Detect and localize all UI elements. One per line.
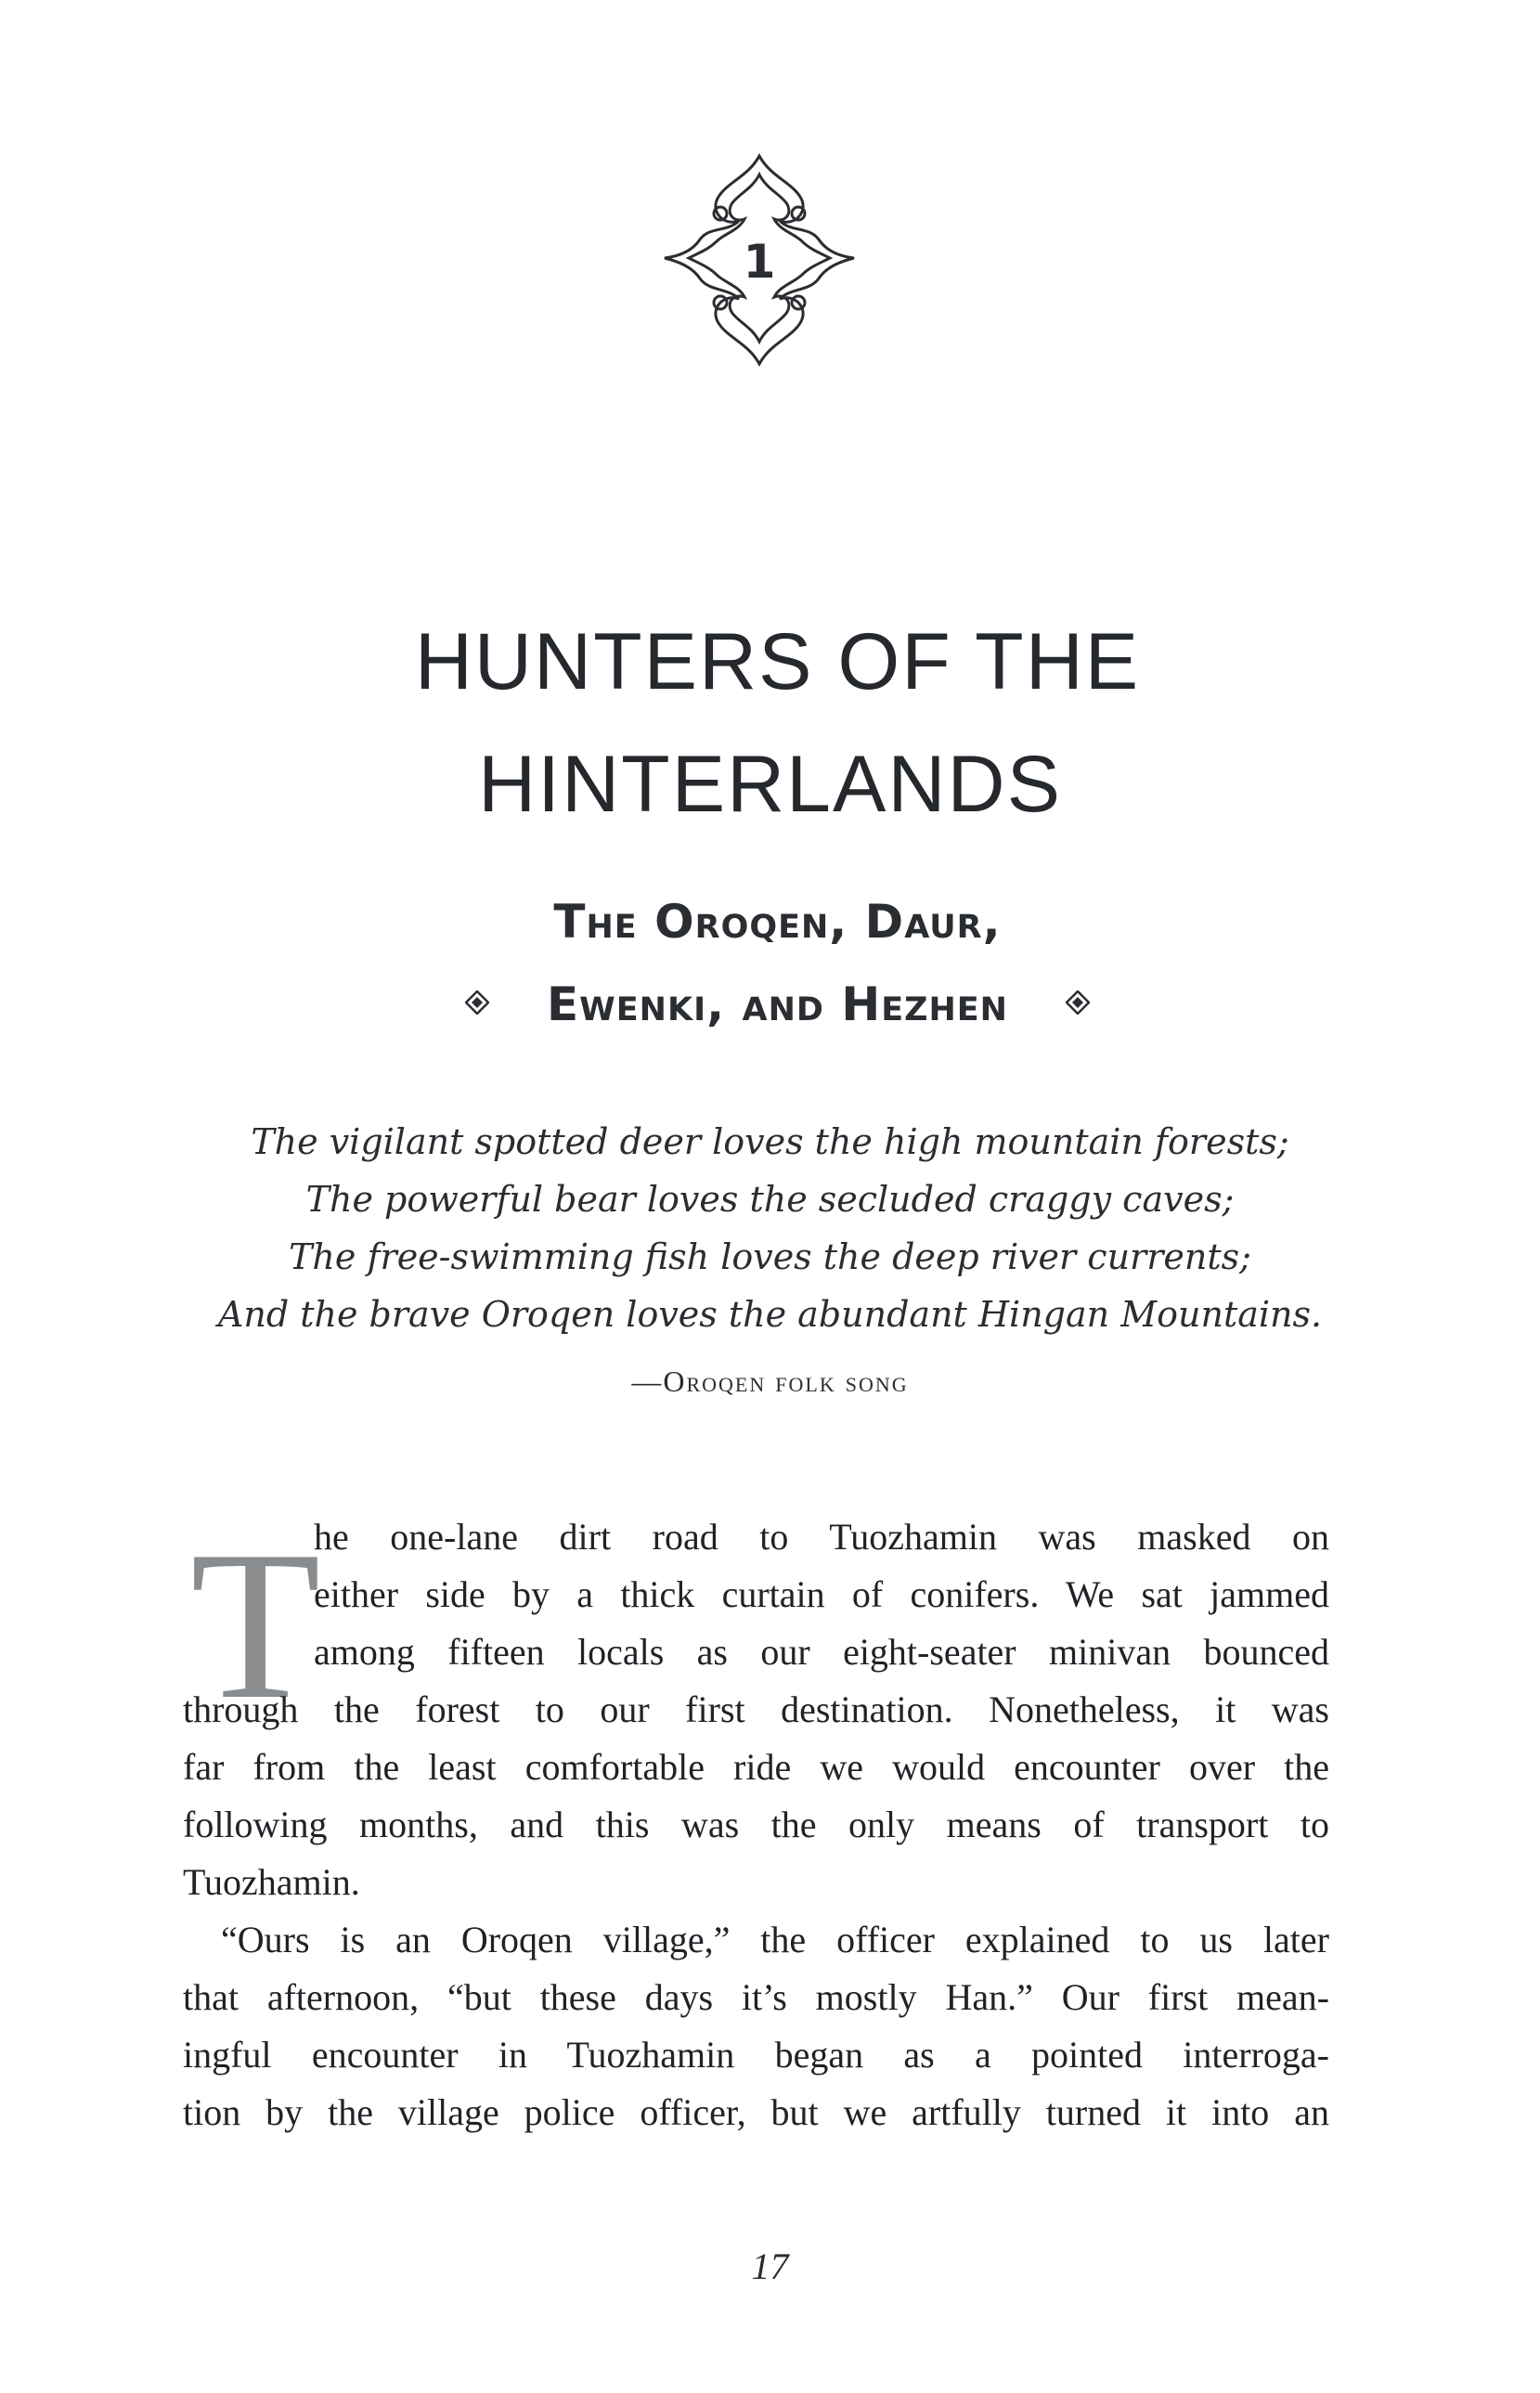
- subtitle-text-1: The Oroqen, Daur,: [553, 895, 1002, 949]
- chapter-subtitle-line-2: [7, 977, 1540, 1031]
- body-text-line: he one-lane dirt road to Tuozhamin was masked on: [314, 1516, 1329, 1558]
- body-text-line: either side by a thick curtain of conifers. We sat jammed: [314, 1573, 1329, 1615]
- body-text-line: ingful encounter in Tuozhamin began as a pointed interroga-: [183, 2034, 1329, 2076]
- body-text-line: Tuozhamin.: [183, 1861, 360, 1903]
- diamond-ornament-icon: [1066, 990, 1090, 1015]
- chapter-title-line-1: HUNTERS OF THE: [414, 617, 1141, 706]
- body-text-line: through the forest to our first destination. Nonetheless, it was: [183, 1688, 1329, 1730]
- chapter-subtitle-line-1: [7, 895, 1540, 949]
- chapter-title-line-2: HINTERLANDS: [478, 740, 1062, 829]
- epigraph-line: The free-swimming fish loves the deep river currents;: [289, 1236, 1251, 1277]
- subtitle-text-2: Ewenki, and Hezhen: [547, 977, 1008, 1031]
- drop-cap: T: [190, 1507, 321, 1743]
- page-number: 17: [751, 2245, 789, 2287]
- epigraph-source: —Oroqen folk song: [631, 1365, 909, 1398]
- chapter-number-ornament: [639, 149, 880, 371]
- body-text-line: that afternoon, “but these days it’s mostly Han.” Our first mean-: [183, 1976, 1329, 2018]
- epigraph-line: The powerful bear loves the secluded craggy caves;: [305, 1179, 1235, 1220]
- body-text-line: far from the least comfortable ride we would encounter over the: [183, 1746, 1329, 1788]
- epigraph-line: The vigilant spotted deer loves the high mountain forests;: [251, 1121, 1289, 1162]
- body-text-line: tion by the village police officer, but we artfully turned it into an: [183, 2091, 1329, 2133]
- epigraph-line: And the brave Oroqen loves the abundant Hingan Mountains.: [217, 1294, 1323, 1335]
- chapter-number: 1: [743, 235, 776, 289]
- body-text-line: “Ours is an Oroqen village,” the officer explained to us later: [221, 1919, 1329, 1960]
- body-text-line: among fifteen locals as our eight-seater minivan bounced: [314, 1631, 1329, 1673]
- body-text-line: following months, and this was the only means of transport to: [183, 1804, 1329, 1845]
- diamond-ornament-icon: [465, 990, 489, 1015]
